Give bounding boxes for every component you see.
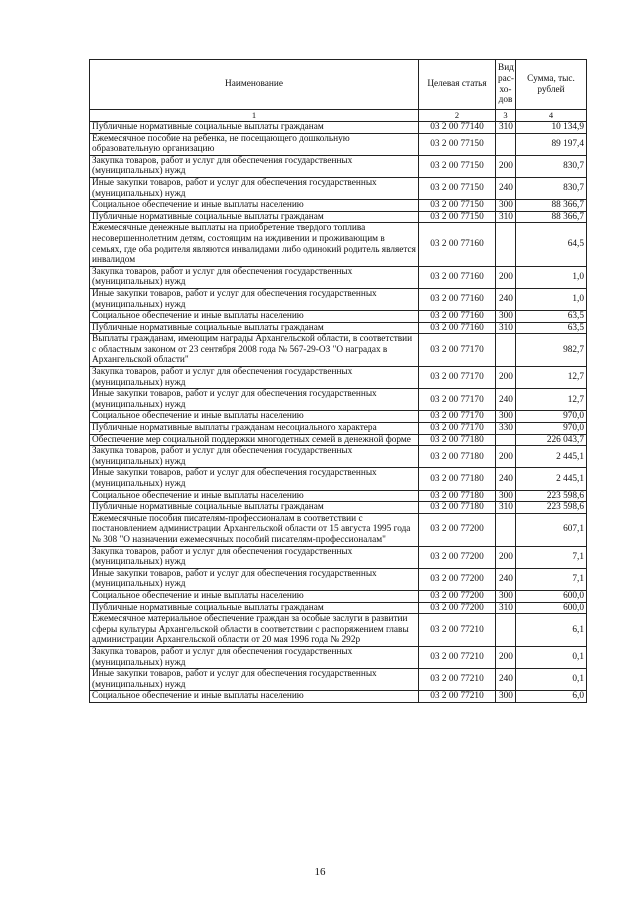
row-code-cell: 03 2 00 77200	[419, 590, 496, 602]
row-name-cell: Иные закупки товаров, работ и услуг для обеспечения государственных (муниципальных) нужд	[90, 288, 419, 310]
table-row	[90, 568, 587, 590]
row-name-cell: Ежемесячные пособия писателям-профессионалам в соответствии с постановлением администрации Архангельской области от 15 августа 1995 года № 308 "О назначении ежемесячных пособий писателям-профессионалам"	[90, 513, 419, 546]
table-row	[90, 223, 587, 266]
row-sum-cell: 830,7	[516, 177, 587, 199]
header-code: Целевая статья	[419, 60, 496, 110]
row-sum-cell: 6,1	[516, 614, 587, 647]
row-type-cell: 310	[496, 211, 516, 223]
row-sum-cell: 970,0	[516, 411, 587, 423]
row-name-cell: Социальное обеспечение и иные выплаты населению	[90, 590, 419, 602]
row-type-cell	[496, 513, 516, 546]
column-number: 1	[90, 110, 419, 122]
budget-table	[89, 59, 587, 703]
row-sum-cell: 0,1	[516, 646, 587, 668]
row-name-cell: Публичные нормативные социальные выплаты гражданам	[90, 211, 419, 223]
table-row	[90, 200, 587, 212]
row-type-cell: 300	[496, 691, 516, 703]
row-name-cell: Публичные нормативные социальные выплаты гражданам	[90, 502, 419, 514]
row-name-cell: Закупка товаров, работ и услуг для обеспечения государственных (муниципальных) нужд	[90, 646, 419, 668]
row-code-cell: 03 2 00 77170	[419, 367, 496, 389]
row-sum-cell: 1,0	[516, 288, 587, 310]
table-row	[90, 288, 587, 310]
table-row	[90, 122, 587, 134]
row-sum-cell: 223 598,6	[516, 502, 587, 514]
row-sum-cell: 2 445,1	[516, 446, 587, 468]
row-name-cell: Социальное обеспечение и иные выплаты населению	[90, 200, 419, 212]
row-sum-cell: 64,5	[516, 223, 587, 266]
row-type-cell: 300	[496, 411, 516, 423]
row-sum-cell: 7,1	[516, 568, 587, 590]
row-name-cell: Социальное обеспечение и иные выплаты населению	[90, 490, 419, 502]
header-name: Наименование	[90, 60, 419, 110]
row-code-cell: 03 2 00 77210	[419, 691, 496, 703]
row-type-cell	[496, 133, 516, 155]
table-row	[90, 502, 587, 514]
row-code-cell: 03 2 00 77160	[419, 266, 496, 288]
row-name-cell: Ежемесячные денежные выплаты на приобретение твердого топлива несовершеннолетним детям, состоящим на иждивении и проживающим в семьях, где оба родителя являются инвалидами либо одинокий родитель является инвалидом	[90, 223, 419, 266]
row-sum-cell: 223 598,6	[516, 490, 587, 502]
row-name-cell: Иные закупки товаров, работ и услуг для обеспечения государственных (муниципальных) нужд	[90, 468, 419, 490]
row-sum-cell: 830,7	[516, 155, 587, 177]
row-name-cell: Публичные нормативные социальные выплаты гражданам	[90, 322, 419, 334]
table-row	[90, 669, 587, 691]
row-sum-cell: 12,7	[516, 367, 587, 389]
row-type-cell: 240	[496, 468, 516, 490]
row-code-cell: 03 2 00 77150	[419, 155, 496, 177]
row-name-cell: Ежемесячное материальное обеспечение граждан за особые заслуги в развитии сферы культуры Архангельской области в соответствии с распоряжением главы администрации Архангельской области от 20 мая 1996 года № 292р	[90, 614, 419, 647]
row-code-cell: 03 2 00 77170	[419, 423, 496, 435]
row-sum-cell: 1,0	[516, 266, 587, 288]
row-code-cell: 03 2 00 77140	[419, 122, 496, 134]
row-type-cell: 200	[496, 646, 516, 668]
row-type-cell: 240	[496, 568, 516, 590]
row-code-cell: 03 2 00 77150	[419, 200, 496, 212]
table-row	[90, 646, 587, 668]
column-number: 3	[496, 110, 516, 122]
row-type-cell: 330	[496, 423, 516, 435]
row-code-cell: 03 2 00 77160	[419, 288, 496, 310]
row-name-cell: Иные закупки товаров, работ и услуг для обеспечения государственных (муниципальных) нужд	[90, 389, 419, 411]
row-code-cell: 03 2 00 77180	[419, 446, 496, 468]
table-row	[90, 602, 587, 614]
page-number: 16	[314, 866, 326, 878]
table-header-row	[90, 60, 587, 110]
row-code-cell: 03 2 00 77210	[419, 614, 496, 647]
row-sum-cell: 982,7	[516, 334, 587, 367]
row-type-cell	[496, 434, 516, 446]
row-sum-cell: 63,5	[516, 322, 587, 334]
row-type-cell: 200	[496, 546, 516, 568]
row-code-cell: 03 2 00 77210	[419, 669, 496, 691]
row-name-cell: Закупка товаров, работ и услуг для обеспечения государственных (муниципальных) нужд	[90, 155, 419, 177]
column-number-row	[90, 110, 587, 122]
row-sum-cell: 970,0	[516, 423, 587, 435]
table-row	[90, 334, 587, 367]
row-sum-cell: 63,5	[516, 311, 587, 323]
row-sum-cell: 600,0	[516, 602, 587, 614]
column-number: 2	[419, 110, 496, 122]
table-row	[90, 266, 587, 288]
row-type-cell: 200	[496, 367, 516, 389]
table-row	[90, 434, 587, 446]
row-type-cell: 240	[496, 177, 516, 199]
table-row	[90, 367, 587, 389]
row-sum-cell: 600,0	[516, 590, 587, 602]
row-type-cell: 310	[496, 502, 516, 514]
row-code-cell: 03 2 00 77200	[419, 568, 496, 590]
table-row	[90, 614, 587, 647]
row-code-cell: 03 2 00 77200	[419, 602, 496, 614]
table-row	[90, 691, 587, 703]
table-body	[90, 122, 587, 703]
row-type-cell: 310	[496, 602, 516, 614]
row-sum-cell: 6,0	[516, 691, 587, 703]
row-name-cell: Ежемесячное пособие на ребенка, не посещающего дошкольную образовательную организацию	[90, 133, 419, 155]
row-name-cell: Иные закупки товаров, работ и услуг для обеспечения государственных (муниципальных) нужд	[90, 568, 419, 590]
row-type-cell: 200	[496, 155, 516, 177]
row-name-cell: Закупка товаров, работ и услуг для обеспечения государственных (муниципальных) нужд	[90, 266, 419, 288]
row-name-cell: Закупка товаров, работ и услуг для обеспечения государственных (муниципальных) нужд	[90, 446, 419, 468]
row-name-cell: Публичные нормативные выплаты гражданам несоциального характера	[90, 423, 419, 435]
row-type-cell	[496, 334, 516, 367]
row-name-cell: Социальное обеспечение и иные выплаты населению	[90, 691, 419, 703]
row-type-cell: 300	[496, 200, 516, 212]
table-row	[90, 322, 587, 334]
row-code-cell: 03 2 00 77150	[419, 177, 496, 199]
table-row	[90, 177, 587, 199]
table-row	[90, 389, 587, 411]
row-code-cell: 03 2 00 77170	[419, 411, 496, 423]
row-code-cell: 03 2 00 77180	[419, 434, 496, 446]
row-code-cell: 03 2 00 77150	[419, 211, 496, 223]
table-row	[90, 446, 587, 468]
row-type-cell: 310	[496, 322, 516, 334]
row-sum-cell: 89 197,4	[516, 133, 587, 155]
row-code-cell: 03 2 00 77170	[419, 389, 496, 411]
row-code-cell: 03 2 00 77160	[419, 322, 496, 334]
row-type-cell: 200	[496, 446, 516, 468]
header-sum: Сумма, тыс. рублей	[516, 60, 587, 110]
row-sum-cell: 607,1	[516, 513, 587, 546]
row-type-cell: 310	[496, 122, 516, 134]
row-name-cell: Социальное обеспечение и иные выплаты населению	[90, 411, 419, 423]
header-type: Вид рас-хо-дов	[496, 60, 516, 110]
table-row	[90, 513, 587, 546]
table-row	[90, 211, 587, 223]
row-type-cell	[496, 614, 516, 647]
table-row	[90, 155, 587, 177]
row-code-cell: 03 2 00 77160	[419, 223, 496, 266]
row-code-cell: 03 2 00 77180	[419, 490, 496, 502]
table-row	[90, 468, 587, 490]
table-row	[90, 133, 587, 155]
table-row	[90, 590, 587, 602]
row-code-cell: 03 2 00 77180	[419, 468, 496, 490]
row-type-cell	[496, 223, 516, 266]
row-sum-cell: 226 043,7	[516, 434, 587, 446]
row-sum-cell: 2 445,1	[516, 468, 587, 490]
row-type-cell: 240	[496, 389, 516, 411]
row-name-cell: Публичные нормативные социальные выплаты гражданам	[90, 602, 419, 614]
row-type-cell: 300	[496, 590, 516, 602]
row-type-cell: 300	[496, 311, 516, 323]
row-type-cell: 300	[496, 490, 516, 502]
row-name-cell: Закупка товаров, работ и услуг для обеспечения государственных (муниципальных) нужд	[90, 546, 419, 568]
row-name-cell: Иные закупки товаров, работ и услуг для обеспечения государственных (муниципальных) нужд	[90, 669, 419, 691]
row-sum-cell: 88 366,7	[516, 211, 587, 223]
row-code-cell: 03 2 00 77150	[419, 133, 496, 155]
row-type-cell: 240	[496, 669, 516, 691]
row-code-cell: 03 2 00 77200	[419, 546, 496, 568]
table-row	[90, 311, 587, 323]
row-name-cell: Иные закупки товаров, работ и услуг для обеспечения государственных (муниципальных) нужд	[90, 177, 419, 199]
row-type-cell: 240	[496, 288, 516, 310]
row-name-cell: Публичные нормативные социальные выплаты гражданам	[90, 122, 419, 134]
row-name-cell: Выплаты гражданам, имеющим награды Архангельской области, в соответствии с областным законом от 23 сентября 2008 года № 567-29-ОЗ "О наградах в Архангельской области"	[90, 334, 419, 367]
row-name-cell: Социальное обеспечение и иные выплаты населению	[90, 311, 419, 323]
row-sum-cell: 88 366,7	[516, 200, 587, 212]
row-name-cell: Закупка товаров, работ и услуг для обеспечения государственных (муниципальных) нужд	[90, 367, 419, 389]
row-sum-cell: 12,7	[516, 389, 587, 411]
row-name-cell: Обеспечение мер социальной поддержки многодетных семей в денежной форме	[90, 434, 419, 446]
row-code-cell: 03 2 00 77170	[419, 334, 496, 367]
table-row	[90, 423, 587, 435]
row-type-cell: 200	[496, 266, 516, 288]
table-row	[90, 546, 587, 568]
row-sum-cell: 10 134,9	[516, 122, 587, 134]
row-code-cell: 03 2 00 77200	[419, 513, 496, 546]
row-code-cell: 03 2 00 77180	[419, 502, 496, 514]
column-number: 4	[516, 110, 587, 122]
row-sum-cell: 7,1	[516, 546, 587, 568]
row-code-cell: 03 2 00 77160	[419, 311, 496, 323]
table-row	[90, 490, 587, 502]
row-sum-cell: 0,1	[516, 669, 587, 691]
table-row	[90, 411, 587, 423]
row-code-cell: 03 2 00 77210	[419, 646, 496, 668]
